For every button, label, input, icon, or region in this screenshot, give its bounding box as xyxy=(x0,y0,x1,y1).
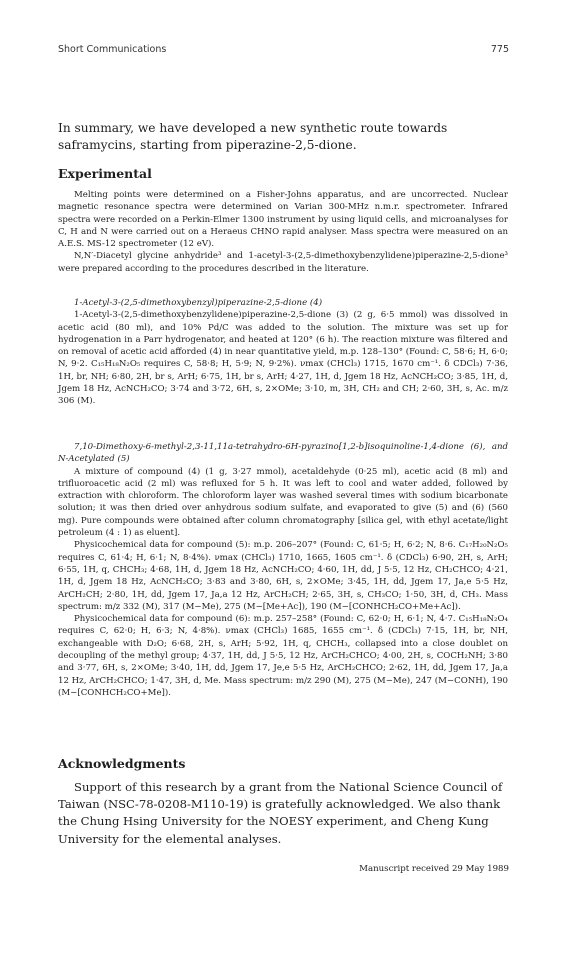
summary-paragraph: In summary, we have developed a new synthetic route towards saframycins, starting from piperazine-2,5-dione. xyxy=(58,121,448,152)
compound-4-paragraph: 1-Acetyl-3-(2,5-dimethoxybenzylidene)piperazine-2,5-dione (3) (2 g, 6·5 mmol) was dissolved in acetic acid (80 ml), and 10% Pd/C was added to the solution. The mixture was set up for hydrogenation in a Parr hydrogenator, and heated at 120° (6 h). The reaction mixture was filtered and on removal of acetic acid afforded (4) in near quantitative yield, m.p. 128–130° (Found: C, 58·6; H, 6·0; N, 9·2. C₁₅H₁₈N₂O₅ requires C, 58·8; H, 5·9; N, 9·2%). νmax (CHCl₃) 1715, 1670 cm⁻¹. δ CDCl₃) 7·36, 1H, br, NH; 6·80, 2H, br s, ArH; 6·75, 1H, br s, ArH; 4·27, 1H, d, Jgem 18 Hz, AcNCH₂CO; 3·85, 1H, d, Jgem 18 Hz, AcNCH₂CO; 3·74 and 3·72, 6H, s, 2×OMe; 3·10, m, 3H, CH₂ and CH; 2·60, 3H, s, Ac. m/z 306 (M). xyxy=(58,310,508,407)
acknowledgments-heading: Acknowledgments xyxy=(58,756,186,771)
experimental-paragraph-1: Melting points were determined on a Fisher-Johns apparatus, and are uncorrected. Nuclear magnetic resonance spectra were determined on Varian 300-MHz n.m.r. spectrometer. Infrared spectra were recorded on a Perkin-Elmer 1300 instrument by using liquid cells, and microanalyses for C, H and N were carried out on a Heraeus CHNO rapid analyser. Mass spectra were measured on an A.E.S. MS-12 spectrometer (12 eV). xyxy=(58,190,508,250)
compound-5-data-paragraph: Physicochemical data for compound (5): m.p. 206–207° (Found: C, 61·5; H, 6·2; N, 8·6. C₁₇H₂₀N₂O₅ requires C, 61·4; H, 6·1; N, 8·4%). νmax (CHCl₃) 1710, 1665, 1605 cm⁻¹. δ (CDCl₃) 6·90, 2H, s, ArH; 6·55, 1H, q, CHCH₃; 4·68, 1H, d, Jgem 18 Hz, AcNCH₂CO; 4·60, 1H, dd, J 5·5, 12 Hz, CH₂CHCO; 4·21, 1H, d, Jgem 18 Hz, AcNCH₂CO; 3·83 and 3·80, 6H, s, 2×OMe; 3·45, 1H, dd, Jgem 17, Ja,e 5·5 Hz, ArCH₂CH; 2·80, 1H, dd, Jgem 17, Ja,a 12 Hz, ArCH₂CH; 2·65, 3H, s, CH₃CO; 1·50, 3H, d, CH₃. Mass spectrum: m/z 332 (M), 317 (M−Me), 275 (M−[Me+Ac]), 190 (M−[CONHCH₂CO+Me+Ac]). xyxy=(58,540,508,612)
page-number: 775 xyxy=(490,44,509,55)
experimental-section xyxy=(58,189,508,275)
received-date: Manuscript received 29 May 1989 xyxy=(359,864,509,874)
acknowledgments-paragraph: Support of this research by a grant from the National Science Council of Taiwan (NSC-78-0208-M110-19) is gratefully acknowledged. We also thank the Chung Hsing University for the NOESY experiment, and Cheng Kung University for the elemental analyses. xyxy=(58,780,503,846)
compound-4-section xyxy=(58,297,508,408)
acknowledgments-section xyxy=(58,779,508,848)
page-header xyxy=(58,44,509,58)
compound-4-title: 1-Acetyl-3-(2,5-dimethoxybenzyl)piperazine-2,5-dione (4) xyxy=(74,298,323,308)
compound-5-6-title: 7,10-Dimethoxy-6-methyl-2,3-11,11a-tetrahydro-6H-pyrazino[1,2-b]isoquinoline-1,4-dione (6), and N-Acetylated (5) xyxy=(58,442,508,465)
compound-5-6-section xyxy=(58,441,508,699)
running-head: Short Communications xyxy=(58,44,167,55)
experimental-paragraph-2: N,N′-Diacetyl glycine anhydride³ and 1-acetyl-3-(2,5-dimethoxybenzylidene)piperazine-2,5-dione³ were prepared according to the procedures described in the literature. xyxy=(58,251,508,274)
experimental-heading: Experimental xyxy=(58,166,152,181)
compound-6-data-paragraph: Physicochemical data for compound (6): m.p. 257–258° (Found: C, 62·0; H, 6·1; N, 4·7. C₁₅H₁₈N₂O₄ requires C, 62·0; H, 6·3; N, 4·8%). νmax (CHCl₃) 1685, 1655 cm⁻¹. δ (CDCl₃) 7·15, 1H, br, NH, exchangeable with D₂O; 6·68, 2H, s, ArH; 5·92, 1H, q, CHCH₃, collapsed into a close doublet on decoupling of the methyl group; 4·37, 1H, dd, J 5·5, 12 Hz, ArCH₂CHCO; 4·00, 2H, s, COCH₂NH; 3·80 and 3·77, 6H, s, 2×OMe; 3·40, 1H, dd, Jgem 17, Je,e 5·5 Hz, ArCH₂CHCO; 2·62, 1H, dd, Jgem 17, Ja,a 12 Hz, ArCH₂CHCO; 1·47, 3H, d, Me. Mass spectrum: m/z 290 (M), 275 (M−Me), 247 (M−CONH), 190 (M−[CONHCH₂CO+Me]). xyxy=(58,614,508,698)
compound-5-6-paragraph-1: A mixture of compound (4) (1 g, 3·27 mmol), acetaldehyde (0·25 ml), acetic acid (8 ml) and trifluoroacetic acid (2 ml) was refluxed for 5 h. It was left to cool and water added, followed by extraction with chloroform. The chloroform layer was washed several times with sodium bicarbonate solution; it was then dried over anhydrous sodium sulfate, and evaporated to give (5) and (6) (560 mg). Pure compounds were obtained after column chromatography [silica gel, with ethyl acetate/light petroleum (4 : 1) as eluent]. xyxy=(58,466,508,539)
